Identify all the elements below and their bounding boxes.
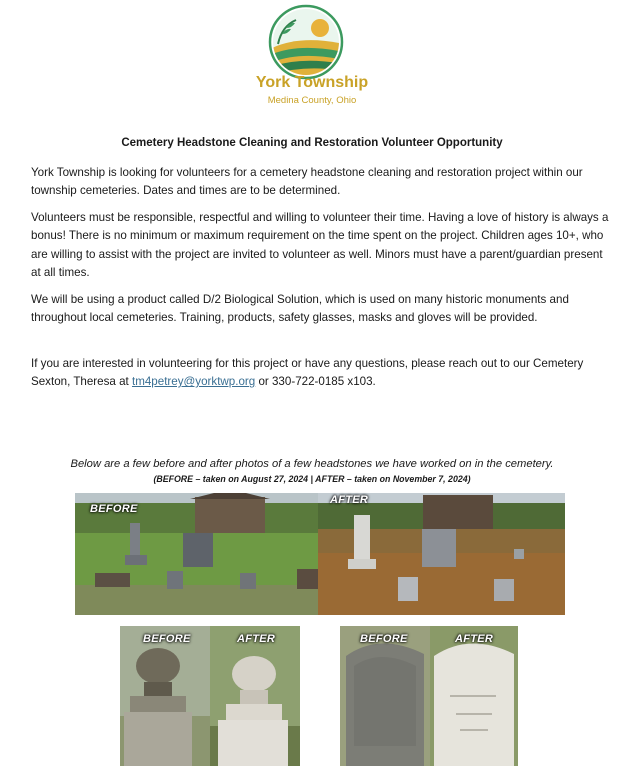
- org-subtitle: Medina County, Ohio: [267, 95, 357, 106]
- contact-text: If you are interested in volunteering for this project or have any questions, please reach out to our Cemetery Sexton, Theresa at: [31, 357, 584, 389]
- after-label: AFTER: [455, 633, 494, 645]
- urn-after-photo: [210, 626, 300, 766]
- photos-date-note: (BEFORE – taken on August 27, 2024 | AFTER – taken on November 7, 2024): [153, 474, 471, 484]
- before-label: BEFORE: [90, 503, 138, 515]
- photos-caption: Below are a few before and after photos of a few headstones we have worked on in the cemetery.: [70, 458, 554, 470]
- paragraph-intro: York Township is looking for volunteers for a cemetery headstone cleaning and restoration project within our township cemeteries. Dates and times are to be determined.: [31, 166, 583, 198]
- contact-phone-text: or 330-722-0185 x103.: [255, 375, 376, 389]
- york-township-logo: [268, 4, 344, 80]
- page-title: Cemetery Headstone Cleaning and Restoration Volunteer Opportunity: [121, 137, 503, 149]
- after-label: AFTER: [330, 494, 369, 506]
- email-link[interactable]: tm4petrey@yorktwp.org: [131, 375, 256, 389]
- cemetery-after-photo: [318, 493, 565, 615]
- urn-before-photo: [120, 626, 210, 766]
- paragraph-contact: [31, 355, 611, 392]
- org-name: York Township: [255, 74, 369, 91]
- slab-before-photo: [340, 626, 430, 766]
- before-label: BEFORE: [360, 633, 408, 645]
- paragraph-requirements: Volunteers must be responsible, respectful and willing to volunteer their time. Having a love of history is always a bonus! There is no minimum or maximum requirement on the time spent on the project. Children ages 10+, who are willing to assist with the project are invited to volunteer as well. Minors must have a parent/guardian present at all times.: [31, 211, 609, 280]
- after-label: AFTER: [237, 633, 276, 645]
- paragraph-product: We will be using a product called D/2 Biological Solution, which is used on many historic monuments and throughout local cemeteries. Training, products, safety glasses, masks and gloves will be provided.: [31, 293, 569, 325]
- before-label: BEFORE: [143, 633, 191, 645]
- slab-after-photo: [430, 626, 518, 766]
